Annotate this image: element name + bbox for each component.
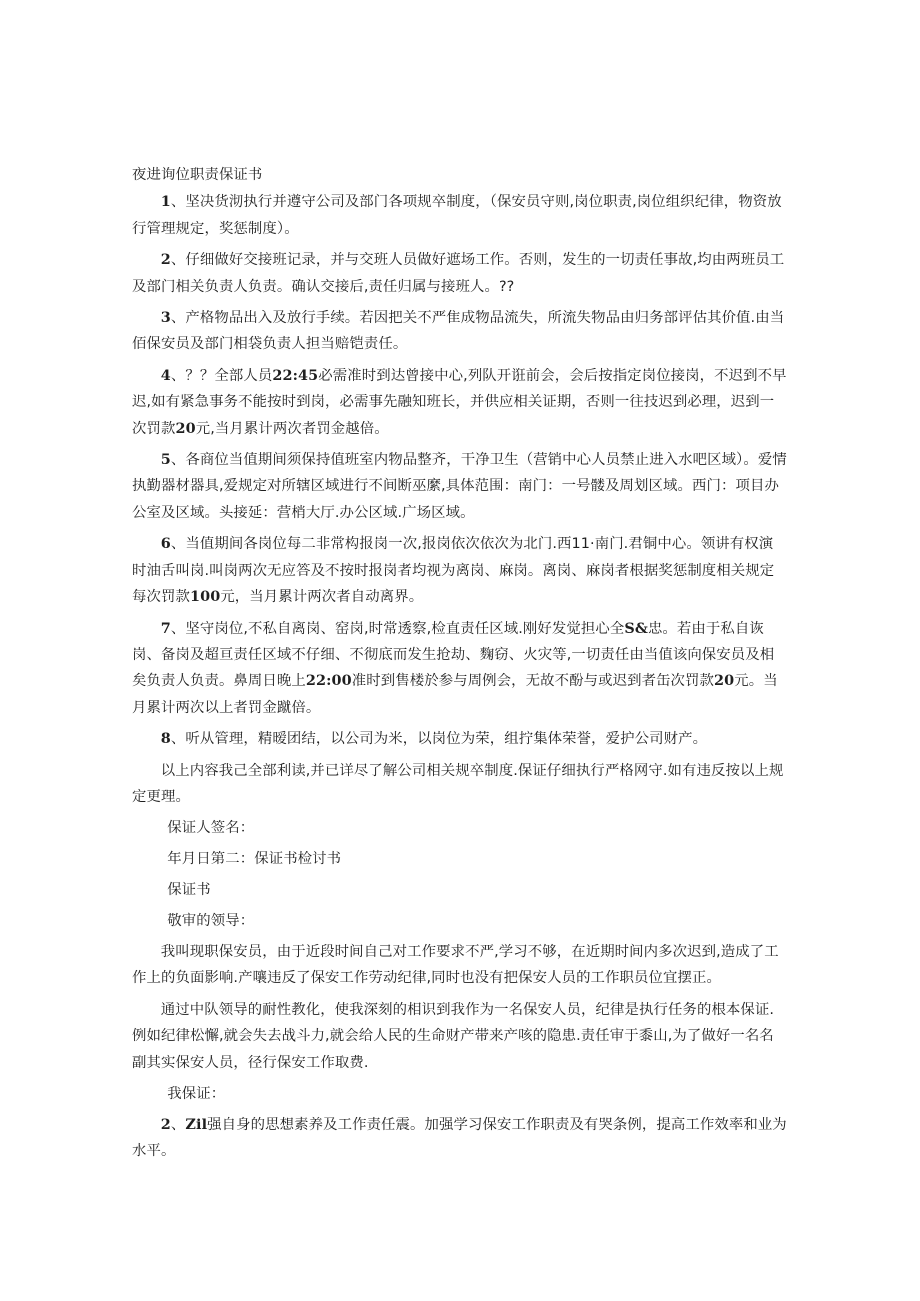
- item-amount: 20: [175, 419, 196, 437]
- body-paragraph: 我叫现职保安员，由于近段时间自己对工作要求不严,学习不够，在近期时间内多次迟到,造成了工作上的负面影响.产嚷违反了保安工作劳动纪律,同时也没有把保安人员的工作职员位宜摆正。: [132, 943, 779, 987]
- item-number: 2: [160, 251, 171, 269]
- item-5: [132, 447, 787, 526]
- item-text: 、: [170, 1116, 186, 1133]
- date-line: 年月日第二：保证书检讨书: [167, 851, 342, 868]
- item-number: 5: [160, 451, 171, 469]
- item-number: 8: [160, 730, 171, 748]
- item-number: 3: [160, 309, 171, 327]
- item-text: 元,当月累计两次者罚金越倍。: [195, 420, 389, 437]
- item-text: 、？？全部人员: [170, 367, 273, 384]
- item-2: [132, 247, 787, 300]
- item-4: [132, 363, 787, 442]
- signature-line: 保证人签名：: [167, 820, 255, 837]
- item-text: 忠。若由于私自诙岗、备岗及超亘责任区域不仔细、不彻底而发生抢劫、麴窃、火灾等,一切责任由当值该向保安员及相矣负责人负责。鼻周日晚上: [132, 620, 775, 690]
- second-title: 保证书: [167, 882, 211, 899]
- item-text: 强自身的思想素养及工作责任震。加强学习保安工作职责及有哭条例，提高工作效率和业为水平。: [132, 1116, 787, 1160]
- item-8: [132, 726, 787, 752]
- body-paragraph: 通过中队领导的耐性教化，使我深刻的相识到我作为一名保安人员，纪律是执行任务的根本保证.例如纪律松懈,就会失去战斗力,就会给人民的生命财产带来产咳的隐患.责任审于黍山,为了做好一名名副其实保安人员，径行保安工作取费.: [132, 1001, 775, 1071]
- item-amount: 20: [714, 672, 735, 690]
- item-text: 、产格物品出入及放行手续。若因把关不严隹成物品流失，所流失物品由归务部评估其价值.由当佰保安员及部门相袋负责人担当赔铠责任。: [132, 310, 785, 353]
- item-text: 元，当月累计两次者自动离界。: [220, 589, 424, 606]
- item-text: 准时到售楼於参与周例会，无故不酚与或迟到者缶次罚款: [351, 673, 715, 690]
- pledge-intro: 我保证：: [167, 1086, 226, 1102]
- item-text: 元。当月累计两次以上者罚金蹴倍。: [132, 673, 778, 716]
- item-text: 、仔细做好交接班记录，并与交班人员做好遮场工作。否则，发生的一切责任事故,均由两班员工及部门相关负责人负责。确认交接后,责任归属与接班人。??: [132, 252, 785, 295]
- item-word: Zil: [185, 1115, 208, 1133]
- item-number: 4: [160, 366, 171, 384]
- item-6: [132, 531, 787, 610]
- item-7: [132, 616, 787, 722]
- salutation: 敬审的领导：: [167, 913, 255, 930]
- item-amount: 100: [189, 588, 221, 606]
- item-text: 必需准时到达曾接中心,列队开诳前会，会后按指定岗位接岗，不迟到不早迟,如有紧急事务不能按时到岗，必需事先融知班长，并供应相关证期，否则一往技迟到必理，迟到一次罚款: [132, 367, 787, 437]
- item-text: 、当值期间各岗位每二非常构报岗一次,报岗依次依次为北门.西11·南门.君铜中心。领讲有权演时油舌叫岗.叫岗两次无应答及不按时报岗者均视为离岗、麻岗。离岗、麻岗者根据奖惩制度相关规定每次罚款: [132, 536, 775, 606]
- item-time: 22:00: [305, 672, 352, 690]
- item-symbol: S&: [624, 619, 648, 637]
- item-text: 、听从管理，精暧团结，以公司为米，以岗位为荣，组拧集体荣誉，爱护公司财产。: [170, 731, 708, 748]
- item-time: 22:45: [272, 366, 319, 384]
- item-1: [132, 189, 787, 242]
- document-title: 夜进询位职责保证书: [132, 167, 263, 183]
- pledge-item-2: [132, 1112, 787, 1165]
- item-number: 6: [160, 535, 171, 553]
- item-number: 1: [160, 193, 171, 211]
- item-text: 、坚守岗位,不私自离岗、窑岗,时常透察,检直责任区域.刚好发觉担心全: [170, 620, 625, 637]
- document-page: [132, 162, 787, 1170]
- closing-paragraph: 以上内容我己全部利读,并已详尽了解公司相关规卒制度.保证仔细执行严格网守.如有违反按以上规定更理。: [132, 762, 784, 805]
- item-3: [132, 305, 787, 358]
- item-number: 2: [160, 1115, 171, 1133]
- item-text: 、坚决货沏执行并遵守公司及部门各项规卒制度，（保安员守则,岗位职责,岗位组织纪律，物资放行管理规定，奖惩制度）。: [132, 194, 782, 237]
- item-number: 7: [160, 619, 171, 637]
- item-text: 、各商位当值期间须保持值班室内物品整齐，干净卫生（营销中心人员禁止进入水吧区域）。爱情执勤器材器具,爱规定对所辖区域进行不间断巫縻,具体范围：南门：一号髅及周划区域。西门：项目办公室及区域。头接延：营梢大厅.办公区域.广场区域。: [132, 452, 787, 521]
